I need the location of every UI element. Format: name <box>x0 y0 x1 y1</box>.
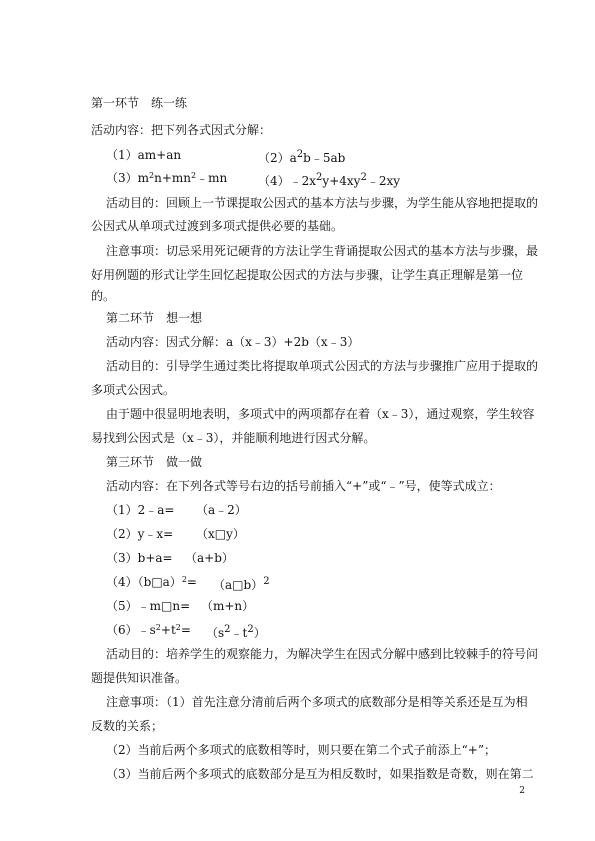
section3-notes-line3: （2）当前后两个多项式的底数相等时，则只要在第二个式子前添上“+”； <box>106 743 496 757</box>
section3-heading: 第三环节 做一做 <box>106 455 203 469</box>
item-1-left: （1）2﹣a= <box>106 503 175 517</box>
item-3-left: （3）b+a= <box>106 551 173 565</box>
section1-heading: 第一环节 练一练 <box>91 96 188 110</box>
section3-purpose-line1: 活动目的：培养学生的观察能力，为解决学生在因式分解中感到比较棘手的符号问 <box>106 647 539 661</box>
section3-notes-line2: 反数的关系； <box>91 719 164 733</box>
exercise-4: $(4)﹣2x^2y+4xy^2﹣2xy$ <box>258 172 400 188</box>
section2-purpose-line2: 多项式公因式。 <box>91 383 176 397</box>
section1-purpose-line2: 公因式从单项式过渡到多项式提供必要的基础。 <box>91 219 344 233</box>
section1-content-label: 活动内容：把下列各式因式分解： <box>91 123 272 137</box>
section2-explain-line2: 易找到公因式是（x﹣3），并能顺利地进行因式分解。 <box>91 431 376 445</box>
section2-explain-line1: 由于题中很显明地表明，多项式中的两项都存在着（x﹣3），通过观察，学生较容 <box>106 407 535 421</box>
item-5-right: （m+n） <box>201 599 255 613</box>
section2-heading: 第二环节 想一想 <box>106 311 203 325</box>
item-3-right: （a+b） <box>185 551 234 565</box>
item-6-left: $(6)﹣s^2+t^2=$ <box>106 623 191 637</box>
item-2-right: （x□y） <box>196 527 245 541</box>
section3-content: 活动内容：在下列各式等号右边的括号前插入“+”或“﹣”号，使等式成立： <box>106 479 501 493</box>
section1-purpose-line1: 活动目的：回顾上一节课提取公因式的基本方法与步骤，为学生能从容地把提取的 <box>106 196 539 210</box>
exercise-3: $(3)m^2n+mn^2﹣mn$ <box>106 171 228 185</box>
exercise-2: $(2)a^2b﹣5ab$ <box>258 149 346 165</box>
section3-notes-line4: （3）当前后两个多项式的底数部分是互为相反数时，如果指数是奇数，则在第二 <box>106 767 534 781</box>
item-4-left: （4）（b□a）$^2$= <box>106 575 197 589</box>
section2-content: 活动内容：因式分解：a（x﹣3）+2b（x﹣3） <box>106 335 360 349</box>
item-5-left: （5）﹣m□n= <box>106 599 191 613</box>
section1-notes-line1: 注意事项：切忌采用死记硬背的方法让学生背诵提取公因式的基本方法与步骤，最 <box>106 244 539 258</box>
item-6-right: $(s^2﹣t^2)$ <box>206 624 266 640</box>
section1-notes-line2: 好用例题的形式让学生回忆起提取公因式的方法与步骤，让学生真正理解是第一位 <box>91 268 524 282</box>
section3-purpose-line2: 题提供知识准备。 <box>91 671 188 685</box>
section2-purpose-line1: 活动目的：引导学生通过类比将提取单项式公因式的方法与步骤推广应用于提取的 <box>106 359 539 373</box>
section1-notes-line3: 的。 <box>91 289 116 303</box>
item-2-left: （2）y﹣x= <box>106 527 174 541</box>
item-4-right: （a□b）$^2$ <box>213 576 270 592</box>
exercise-1: （1）am+an <box>106 148 182 162</box>
item-1-right: （a﹣2） <box>196 503 247 517</box>
section3-notes-line1: 注意事项：（1）首先注意分清前后两个多项式的底数部分是相等关系还是互为相 <box>106 695 528 709</box>
page-number: 2 <box>519 786 525 796</box>
